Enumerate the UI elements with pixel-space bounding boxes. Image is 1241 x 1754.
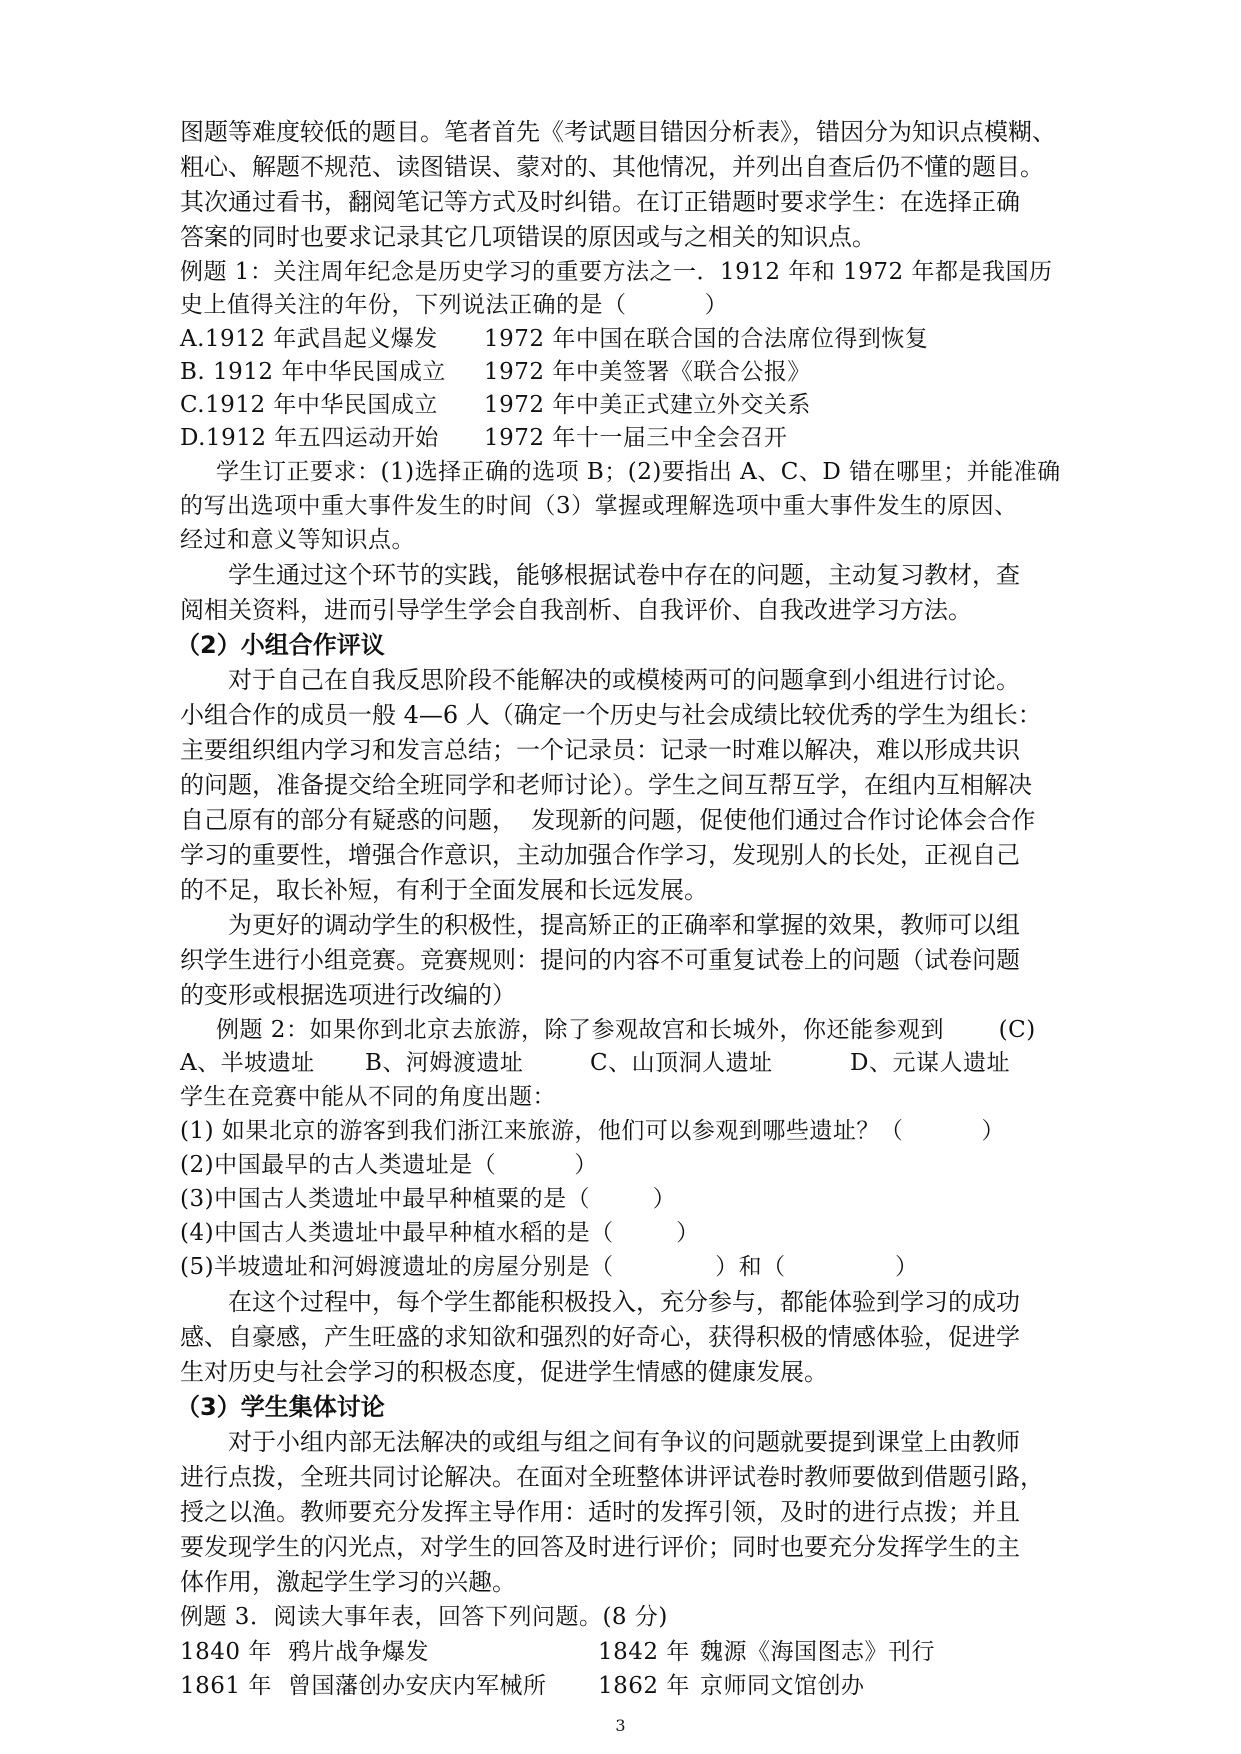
section-heading: （3）学生集体讨论 — [176, 1393, 385, 1421]
body-text-line: 主要组织组内学习和发言总结；一个记录员：记录一时难以解决，难以形成共识 — [180, 736, 1020, 764]
timeline-year: 1861 年 — [180, 1673, 272, 1699]
body-text-line: 的变形或根据选项进行改编的） — [180, 981, 516, 1009]
body-text-line: 在这个过程中，每个学生都能积极投入，充分参与，都能体验到学习的成功 — [228, 1288, 1020, 1316]
example-1-option-a-left: A.1912 年武昌起义爆发 — [180, 326, 438, 352]
body-text-line: 自己原有的部分有疑惑的问题， 发现新的问题，促使他们通过合作讨论体会合作 — [180, 806, 1036, 834]
timeline-year: 1842 年 — [598, 1639, 690, 1665]
body-text-line: 对于自己在自我反思阶段不能解决的或模棱两可的问题拿到小组进行讨论。 — [228, 666, 1020, 694]
example-2-question: (5)半坡遗址和河姆渡遗址的房屋分别是（ ）和（ ） — [180, 1254, 919, 1280]
page-number: 3 — [615, 1716, 626, 1735]
example-1-requirement: 学生订正要求：(1)选择正确的选项 B；(2)要指出 A、C、D 错在哪里；并能准确 — [216, 459, 1061, 485]
body-text-line: 对于小组内部无法解决的或组与组之间有争议的问题就要提到课堂上由教师 — [228, 1428, 1020, 1456]
timeline-year: 1862 年 — [598, 1673, 690, 1699]
timeline-event: 曾国藩创办安庆内军械所 — [288, 1673, 547, 1699]
example-1-option-d-left: D.1912 年五四运动开始 — [180, 425, 439, 451]
example-2-question: (2)中国最早的古人类遗址是（ ） — [180, 1152, 598, 1178]
example-2-option-c: C、山顶洞人遗址 — [590, 1050, 773, 1076]
body-text-line: 学生通过这个环节的实践，能够根据试卷中存在的问题，主动复习教材，查 — [228, 561, 1020, 589]
example-1-requirement: 经过和意义等知识点。 — [180, 527, 415, 553]
timeline-event: 魏源《海国图志》刊行 — [700, 1639, 935, 1665]
body-text-line: 感、自豪感，产生旺盛的求知欲和强烈的好奇心，获得积极的情感体验，促进学 — [180, 1323, 1020, 1351]
body-text-line: 为更好的调动学生的积极性，提高矫正的正确率和掌握的效果，教师可以组 — [228, 911, 1020, 939]
body-text-line: 织学生进行小组竞赛。竞赛规则：提问的内容不可重复试卷上的问题（试卷问题 — [180, 946, 1020, 974]
timeline-event: 京师同文馆创办 — [700, 1673, 865, 1699]
example-2-option-a: A、半坡遗址 — [180, 1050, 315, 1076]
body-text-line: 图题等难度较低的题目。笔者首先《考试题目错因分析表》，错因分为知识点模糊、 — [180, 118, 1056, 146]
example-2-question: (4)中国古人类遗址中最早种植水稻的是（ ） — [180, 1220, 700, 1246]
example-2-question: (1) 如果北京的游客到我们浙江来旅游，他们可以参观到哪些遗址？（ ） — [180, 1118, 1006, 1144]
body-text-line: 要发现学生的闪光点，对学生的回答及时进行评价；同时也要充分发挥学生的主 — [180, 1533, 1020, 1561]
example-3-stem: 例题 3．阅读大事年表，回答下列问题。(8 分) — [180, 1604, 668, 1630]
example-2-option-d: D、元谋人遗址 — [850, 1050, 1010, 1076]
example-2-question: (3)中国古人类遗址中最早种植粟的是（ ） — [180, 1186, 677, 1212]
body-text-line: 进行点拨，全班共同讨论解决。在面对全班整体讲评试卷时教师要做到借题引路， — [180, 1463, 1044, 1491]
body-text-line: 生对历史与社会学习的积极态度，促进学生情感的健康发展。 — [180, 1358, 828, 1386]
example-1-option-a-right: 1972 年中国在联合国的合法席位得到恢复 — [484, 326, 929, 352]
timeline-event: 鸦片战争爆发 — [288, 1639, 429, 1665]
example-1-option-b-right: 1972 年中美签署《联合公报》 — [484, 359, 811, 385]
body-text-line: 粗心、解题不规范、读图错误、蒙对的、其他情况，并列出自查后仍不懂的题目。 — [180, 153, 1044, 181]
body-text-line: 的问题，准备提交给全班同学和老师讨论）。学生之间互帮互学，在组内互相解决 — [180, 771, 1032, 799]
example-2-stem: 例题 2：如果你到北京去旅游，除了参观故宫和长城外，你还能参观到 (C) — [216, 1017, 1036, 1043]
body-text-line: 其次通过看书，翻阅笔记等方式及时纠错。在订正错题时要求学生：在选择正确 — [180, 188, 1020, 216]
body-text-line: 体作用，激起学生学习的兴趣。 — [180, 1568, 516, 1596]
body-text-line: 小组合作的成员一般 4—6 人（确定一个历史与社会成绩比较优秀的学生为组长： — [180, 701, 1042, 729]
example-1-option-b-left: B. 1912 年中华民国成立 — [180, 359, 446, 385]
body-text-line: 阅相关资料，进而引导学生学会自我剖析、自我评价、自我改进学习方法。 — [180, 596, 972, 624]
body-text-line: 学习的重要性，增强合作意识，主动加强合作学习，发现别人的长处，正视自己 — [180, 841, 1020, 869]
example-2-option-b: B、河姆渡遗址 — [365, 1050, 524, 1076]
example-1-stem: 史上值得关注的年份，下列说法正确的是（ ） — [180, 292, 729, 318]
timeline-year: 1840 年 — [180, 1639, 272, 1665]
body-text-line: 授之以渔。教师要充分发挥主导作用：适时的发挥引领，及时的进行点拨；并且 — [180, 1498, 1020, 1526]
example-1-requirement: 的写出选项中重大事件发生的时间（3）掌握或理解选项中重大事件发生的原因、 — [180, 493, 1018, 519]
example-1-option-c-left: C.1912 年中华民国成立 — [180, 392, 438, 418]
example-1-option-c-right: 1972 年中美正式建立外交关系 — [484, 392, 811, 418]
section-heading: （2）小组合作评议 — [176, 631, 385, 659]
example-1-option-d-right: 1972 年十一届三中全会召开 — [484, 425, 788, 451]
body-text-line: 的不足，取长补短，有利于全面发展和长远发展。 — [180, 876, 708, 904]
body-text-line: 答案的同时也要求记录其它几项错误的原因或与之相关的知识点。 — [180, 223, 876, 251]
example-2-intro: 学生在竞赛中能从不同的角度出题： — [180, 1084, 556, 1110]
example-1-stem: 例题 1：关注周年纪念是历史学习的重要方法之一．1912 年和 1972 年都是我国历 — [180, 259, 1053, 285]
